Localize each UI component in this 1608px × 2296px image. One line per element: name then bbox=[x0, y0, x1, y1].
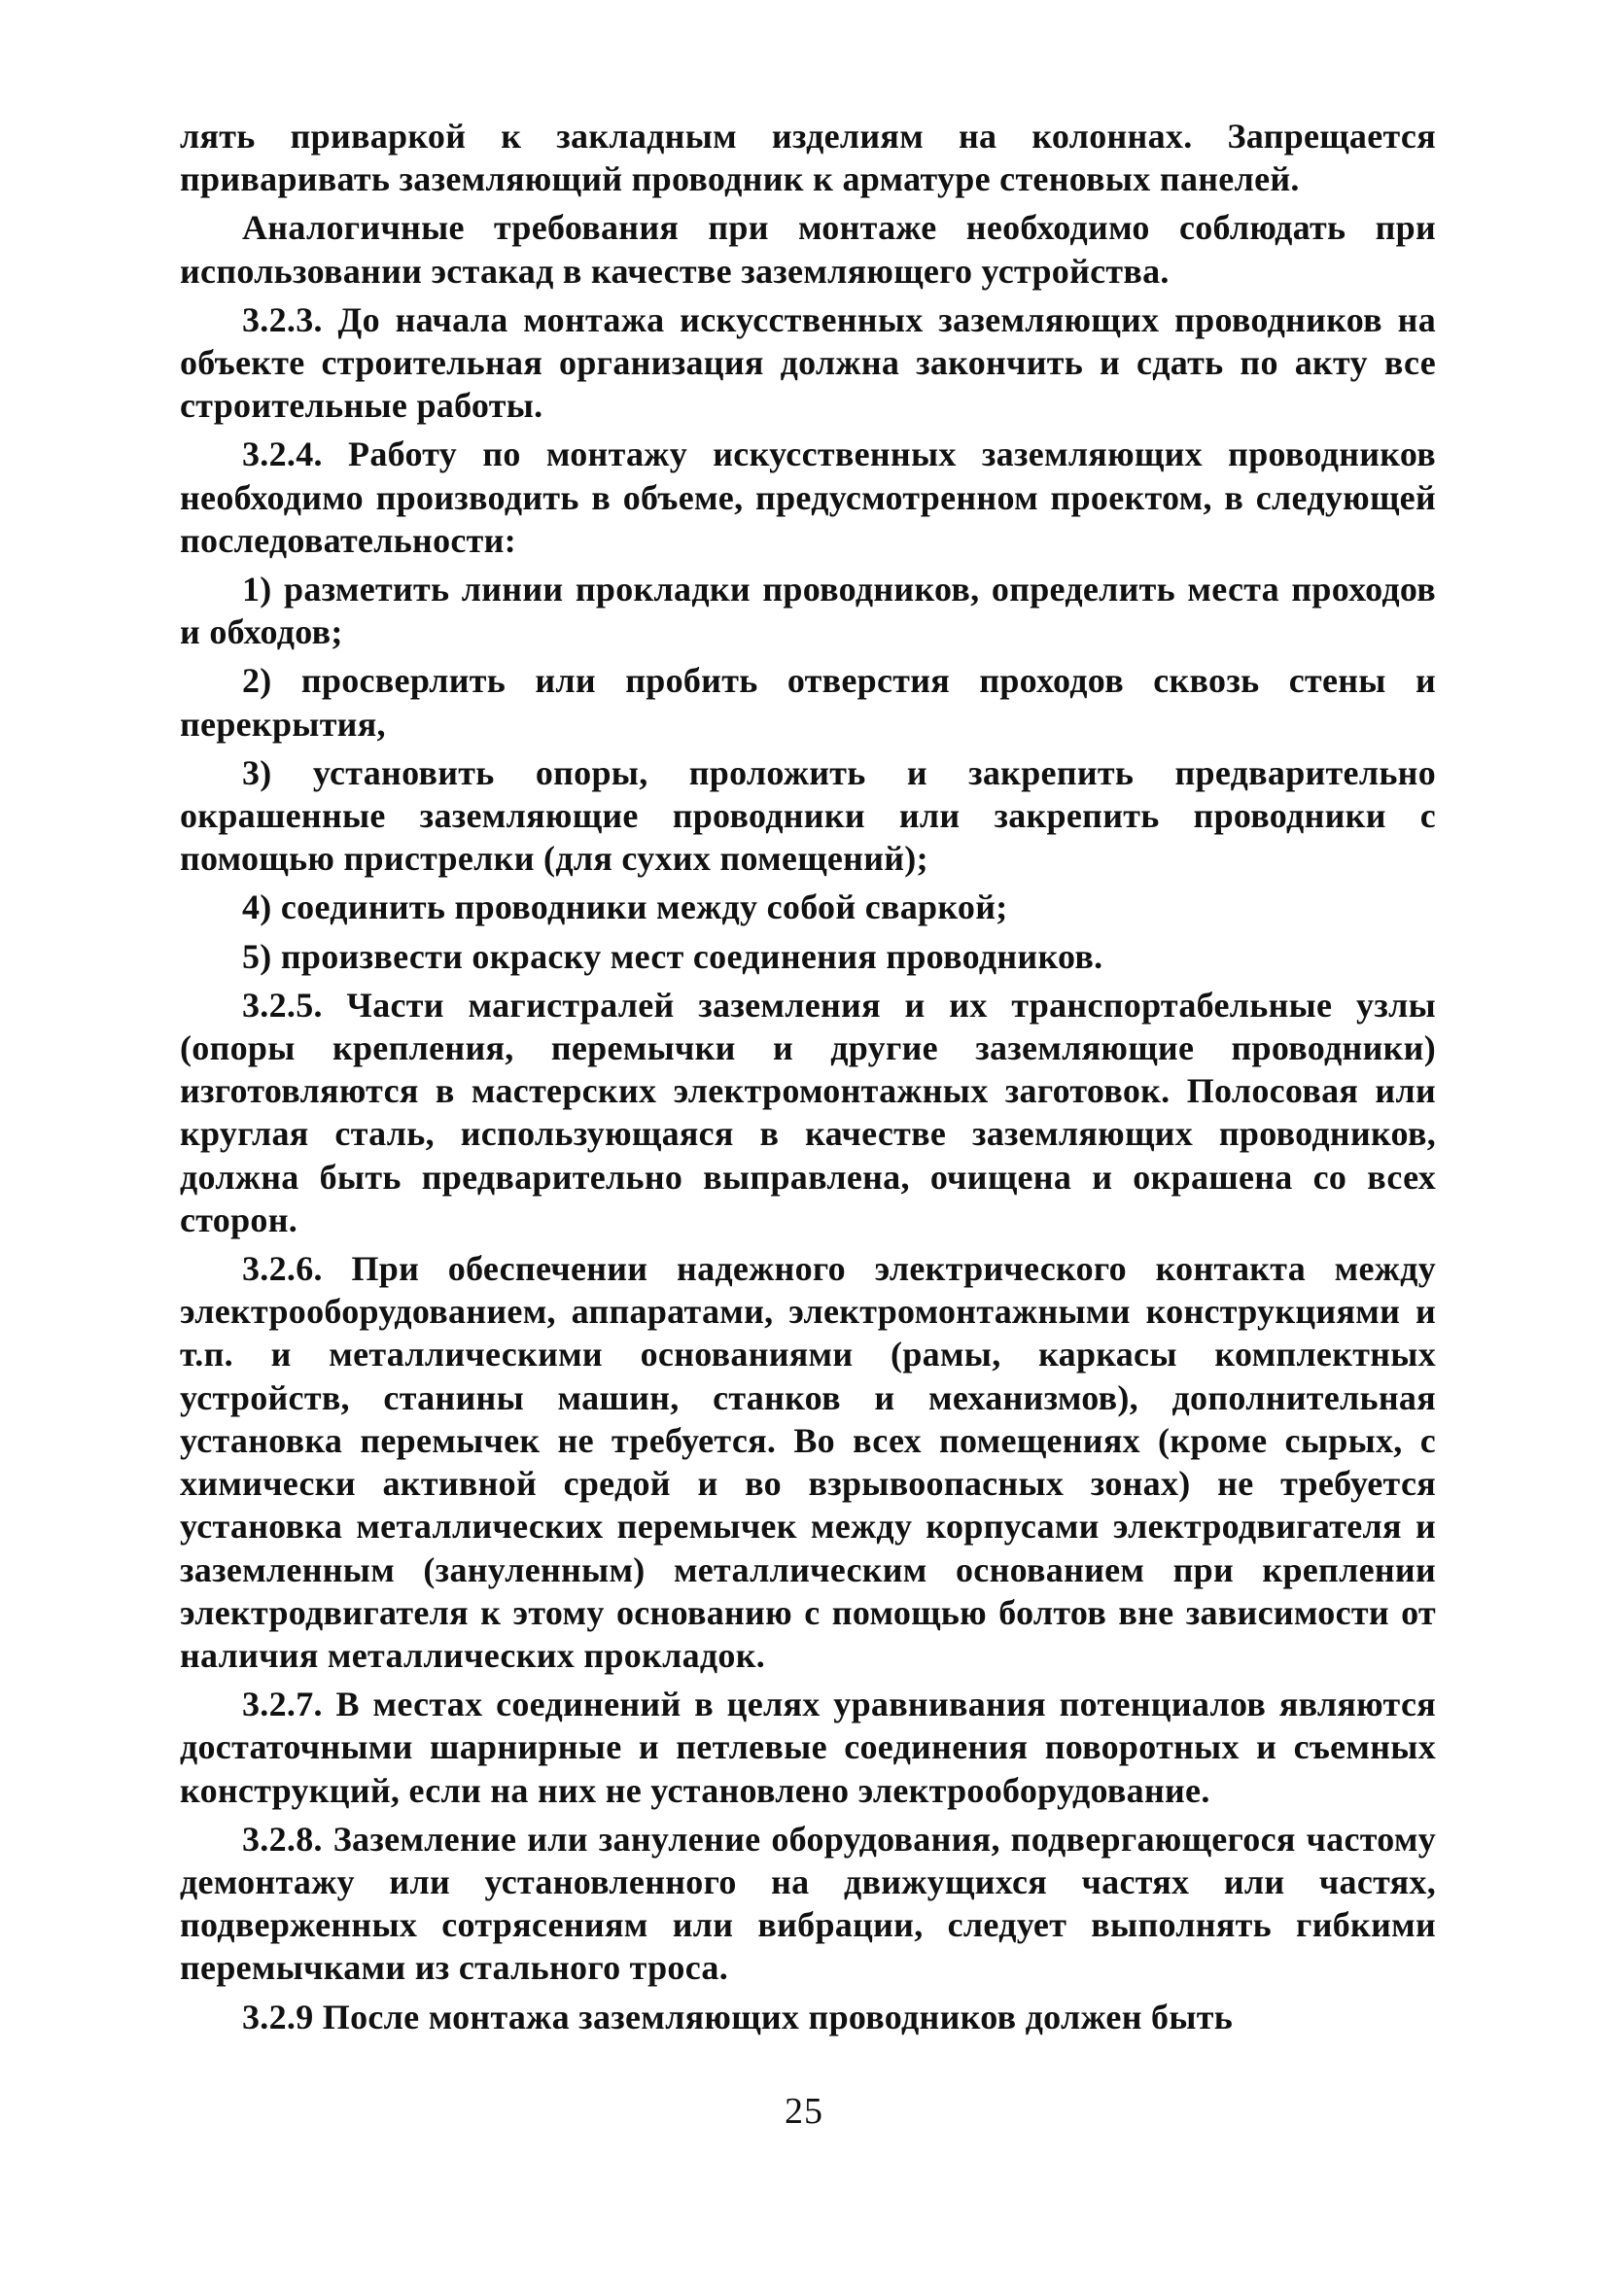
list-item-4: 4) соединить проводники между собой сваркой; bbox=[242, 887, 1008, 927]
list-item-3: 3) установить опоры, проложить и закрепить предварительно окрашенные заземляющие проводники или закрепить проводники с помощью пристрелки (для сухих помещений); bbox=[180, 752, 1436, 879]
paragraph-3-2-9: 3.2.9 После монтажа заземляющих проводников должен быть bbox=[242, 1997, 1234, 2036]
paragraph-3-2-7: 3.2.7. В местах соединений в целях уравнивания потенциалов являются достаточными шарнирные и петлевые соединения поворотных и съемных конструкций, если на них не установлено электрооборудование. bbox=[180, 1685, 1436, 1810]
paragraph-continued: лять приваркой к закладным изделиям на колоннах. Запрещается приваривать заземляющий проводник к арматуре стеновых панелей. bbox=[180, 117, 1436, 199]
paragraph-3-2-4: 3.2.4. Работу по монтажу искусственных заземляющих проводников необходимо производить в объеме, предусмотренном проектом, в следующей последовательности: bbox=[180, 435, 1436, 560]
list-item-1: 1) разметить линии прокладки проводников, определить места проходов и обходов; bbox=[180, 570, 1436, 652]
list-item-5: 5) произвести окраску мест соединения проводников. bbox=[242, 936, 1103, 976]
paragraph: Аналогичные требования при монтаже необходимо соблюдать при использовании эстакад в качестве заземляющего устройства. bbox=[180, 208, 1436, 291]
list-item-2: 2) просверлить или пробить отверстия проходов сквозь стены и перекрытия, bbox=[180, 661, 1436, 744]
paragraph-3-2-3: 3.2.3. До начала монтажа искусственных заземляющих проводников на объекте строительная организация должна закончить и сдать по акту все строительные работы. bbox=[180, 299, 1436, 426]
paragraph-3-2-5: 3.2.5. Части магистралей заземления и их транспортабельные узлы (опоры крепления, перемычки и другие заземляющие проводники) изготовляются в мастерских электромонтажных заготовок. Полосовая или круглая сталь, использующаяся в качестве заземляющих проводников, должна быть предварительно выправлена, очищена и окрашена со всех сторон. bbox=[180, 985, 1436, 1239]
paragraph-3-2-6: 3.2.6. При обеспечении надежного электрического контакта между электрооборудованием, аппаратами, электромонтажными конструкциями и т.п. и металлическими основаниями (рамы, каркасы комплектных устройств, станины машин, станков и механизмов), дополнительная установка перемычек не требуется. Во всех помещениях (кроме сырых, с химически активной средой и во взрывоопасных зонах) не требуется установка металлических перемычек между корпусами электродвигателя и заземленным (зануленным) металлическим основанием при креплении электродвигателя к этому основанию с помощью болтов вне зависимости от наличия металлических прокладок. bbox=[180, 1249, 1436, 1675]
body-text bbox=[180, 115, 1436, 2044]
page-number: 25 bbox=[785, 2091, 823, 2132]
paragraph-3-2-8: 3.2.8. Заземление или зануление оборудования, подвергающегося частому демонтажу или установленного на движущихся частях или частях, подверженных сотрясениям или вибрации, следует выполнять гибкими перемычками из стального троса. bbox=[180, 1819, 1436, 1988]
